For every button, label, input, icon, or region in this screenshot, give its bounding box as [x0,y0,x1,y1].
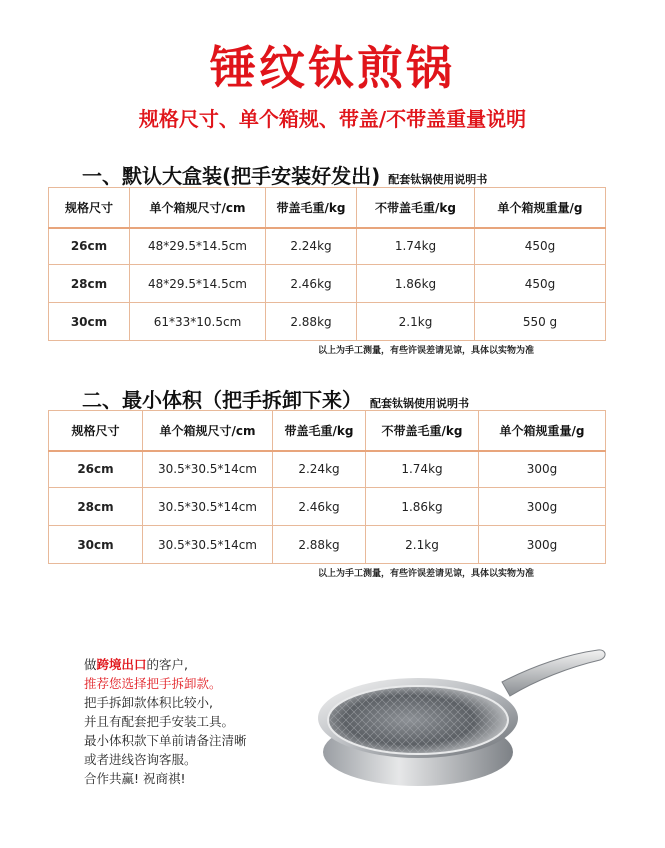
page-subtitle: 规格尺寸、单个箱规、带盖/不带盖重量说明 [138,107,527,131]
header-box-size: 单个箱规尺寸/cm [143,411,273,451]
promo-line-1 [84,655,247,674]
header-box-weight: 单个箱规重量/g [479,411,606,451]
cell-weight-lid: 2.46kg [266,265,357,303]
cell-weight-nolid: 1.74kg [357,228,475,265]
cell-size: 26cm [49,451,143,488]
cell-weight-nolid: 2.1kg [357,303,475,341]
promo-line-4: 并且有配套把手安装工具。 [84,714,235,729]
cell-weight-lid: 2.24kg [266,228,357,265]
section1-footnote: 以上为手工测量，有些许误差请见谅，具体以实物为准 [318,346,535,356]
header-weight-lid: 带盖毛重/kg [266,188,357,228]
cell-box-weight: 300g [479,488,606,526]
header-box-weight: 单个箱规重量/g [475,188,606,228]
promo-line-5: 最小体积款下单前请备注清晰 [84,733,247,748]
table-row [49,303,606,341]
cell-size: 28cm [49,265,130,303]
cell-weight-nolid: 2.1kg [366,526,479,564]
table-row [49,265,606,303]
section2-footnote: 以上为手工测量，有些许误差请见谅，具体以实物为准 [318,569,535,579]
section2-heading: 二、最小体积（把手拆卸下来） [82,388,362,412]
cell-weight-lid: 2.46kg [273,488,366,526]
promo-line-3: 把手拆卸款体积比较小, [84,695,213,710]
cell-weight-lid: 2.24kg [273,451,366,488]
cell-box-weight: 300g [479,451,606,488]
cell-box-weight: 450g [475,265,606,303]
spec-table-2 [48,410,606,564]
cell-size: 30cm [49,526,143,564]
cell-box-size: 30.5*30.5*14cm [143,451,273,488]
section1-title [82,160,487,189]
cell-box-weight: 450g [475,228,606,265]
cell-weight-lid: 2.88kg [266,303,357,341]
cell-size: 28cm [49,488,143,526]
header-box-size: 单个箱规尺寸/cm [130,188,266,228]
section2-small-note: 配套钛锅使用说明书 [370,397,469,410]
table-row [49,451,606,488]
cell-weight-lid: 2.88kg [273,526,366,564]
cell-box-size: 61*33*10.5cm [130,303,266,341]
frying-pan-image [318,640,610,790]
header-size: 规格尺寸 [49,188,130,228]
table-row [49,526,606,564]
table-header-row [49,411,606,451]
cell-box-weight: 550 g [475,303,606,341]
cell-weight-nolid: 1.86kg [357,265,475,303]
header-weight-nolid: 不带盖毛重/kg [366,411,479,451]
promo-line1-post: 的客户, [146,657,189,672]
cell-box-size: 30.5*30.5*14cm [143,526,273,564]
table-row [49,228,606,265]
cell-box-weight: 300g [479,526,606,564]
pan-handle [502,650,605,696]
table-row [49,488,606,526]
spec-table-1 [48,187,606,341]
cell-box-size: 48*29.5*14.5cm [130,265,266,303]
promo-line-7: 合作共赢! 祝商祺! [84,771,186,786]
section1-heading: 一、默认大盒装(把手安装好发出) [82,164,381,188]
table-header-row [49,188,606,228]
promo-highlight: 跨境出口 [96,657,147,672]
promo-line1-pre: 做 [84,657,97,672]
cell-size: 30cm [49,303,130,341]
cell-box-size: 30.5*30.5*14cm [143,488,273,526]
cell-weight-nolid: 1.86kg [366,488,479,526]
cell-size: 26cm [49,228,130,265]
cell-box-size: 48*29.5*14.5cm [130,228,266,265]
header-weight-lid: 带盖毛重/kg [273,411,366,451]
header-weight-nolid: 不带盖毛重/kg [357,188,475,228]
cell-weight-nolid: 1.74kg [366,451,479,488]
promo-line-6: 或者进线咨询客服。 [84,752,197,767]
header-size: 规格尺寸 [49,411,143,451]
promo-line-2: 推荐您选择把手拆卸款。 [84,676,222,691]
page-title: 锤纹钛煎锅 [210,41,455,95]
section1-small-note: 配套钛锅使用说明书 [388,173,488,186]
promo-text [84,655,247,788]
section2-title [82,384,469,413]
